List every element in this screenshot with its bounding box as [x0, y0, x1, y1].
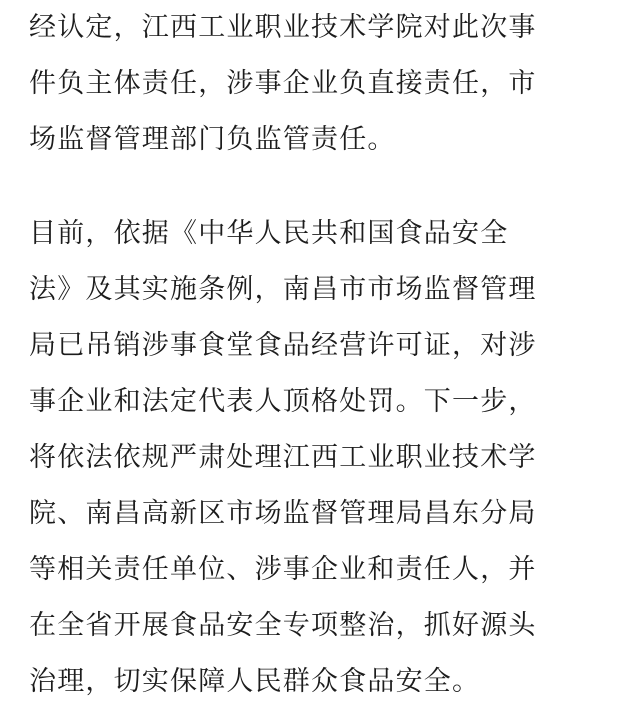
text-line: 法》及其实施条例，南昌市市场监督管理 [29, 274, 537, 305]
text-line: 目前，依据《中华人民共和国食品安全 [29, 218, 509, 249]
text-line: 事企业和法定代表人顶格处罚。下一步， [29, 386, 537, 417]
text-line: 场监督管理部门负监管责任。 [29, 124, 396, 155]
text-line: 治理，切实保障人民群众食品安全。 [29, 666, 481, 697]
article-body [29, 0, 629, 710]
text-line: 局已吊销涉事食堂食品经营许可证，对涉 [29, 330, 537, 361]
paragraph-actions [29, 206, 629, 710]
text-line: 将依法依规严肃处理江西工业职业技术学 [29, 442, 537, 473]
text-line: 件负主体责任，涉事企业负直接责任，市 [29, 68, 537, 99]
text-line: 等相关责任单位、涉事企业和责任人，并 [29, 554, 537, 585]
text-line: 经认定，江西工业职业技术学院对此次事 [29, 12, 537, 43]
text-line: 院、南昌高新区市场监督管理局昌东分局 [29, 498, 537, 529]
paragraph-responsibility [29, 0, 629, 168]
text-line: 在全省开展食品安全专项整治，抓好源头 [29, 610, 537, 641]
